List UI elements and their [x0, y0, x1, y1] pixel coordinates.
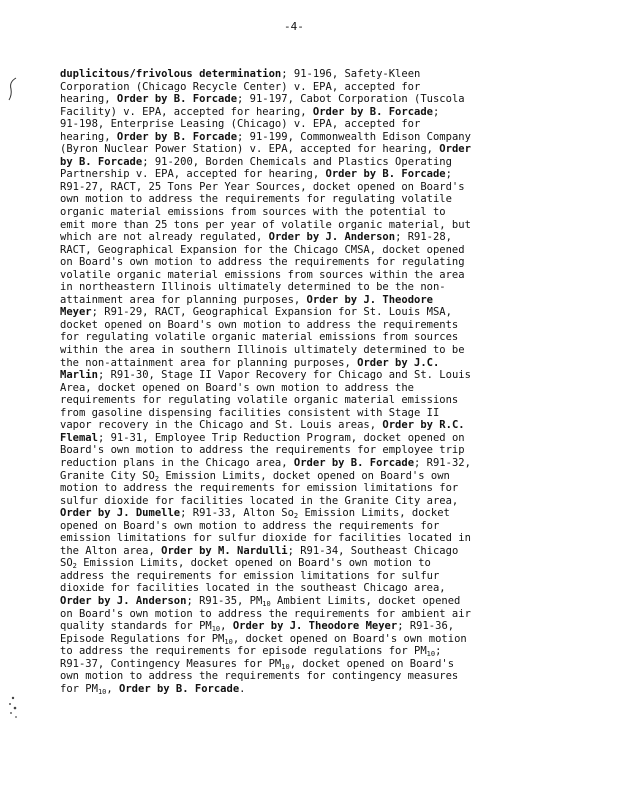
text-segment: quality standards for PM	[60, 620, 212, 633]
text-segment: 91-198, Enterprise Leasing (Chicago) v. EPA, accepted for	[60, 118, 421, 131]
text-segment: ; 91-200, Borden Chemicals and Plastics Operating	[142, 155, 452, 168]
text-segment: R91-37, Contingency Measures for PM	[60, 657, 282, 670]
text-line	[60, 181, 580, 194]
order-attribution: Order	[439, 143, 471, 156]
text-segment: Partnership v. EPA, accepted for hearing,	[60, 168, 326, 181]
subscript: 2	[293, 512, 299, 521]
text-line	[60, 432, 580, 445]
order-attribution: Order by J. Theodore Meyer	[232, 620, 398, 633]
text-segment: requirements for regulating volatile organic material emissions	[60, 394, 459, 407]
text-line	[60, 633, 580, 646]
text-segment: to address the requirements for episode regulations for PM	[60, 645, 427, 658]
text-segment: hearing,	[60, 130, 117, 143]
text-line	[60, 495, 580, 508]
text-segment: the non-attainment area for planning purposes,	[60, 356, 358, 369]
text-line	[60, 407, 580, 420]
text-segment: Corporation (Chicago Recycle Center) v. EPA, accepted for	[60, 80, 421, 93]
text-segment: ,	[220, 620, 233, 633]
subscript: 10	[262, 599, 271, 608]
text-line	[60, 645, 580, 658]
text-line	[60, 394, 580, 407]
text-segment: on Board's own motion to address the requirements for ambient air	[60, 607, 471, 620]
text-segment: ; R91-30, Stage II Vapor Recovery for Chicago and St. Louis	[97, 369, 471, 382]
order-attribution: Order by B. Forcade	[325, 168, 446, 181]
page-number: -4-	[284, 20, 304, 33]
text-segment: in northeastern Illinois ultimately determined to be the non-	[60, 281, 446, 294]
text-line	[60, 444, 580, 457]
text-segment: ; 91-197, Cabot Corporation (Tuscola	[237, 93, 465, 106]
text-line	[60, 582, 580, 595]
subscript: 10	[97, 687, 107, 696]
text-line	[60, 658, 580, 671]
text-segment: on Board's own motion to address the requirements for regulating	[60, 256, 465, 269]
text-line	[60, 193, 580, 206]
text-segment: the Alton area,	[60, 544, 162, 557]
text-segment: , docket opened on Board's own motion	[232, 632, 467, 645]
order-attribution: Order by B. Forcade	[119, 682, 240, 695]
text-segment: opened on Board's own motion to address the requirements for	[60, 519, 440, 532]
text-line	[60, 620, 580, 633]
text-line	[60, 683, 580, 696]
text-line	[60, 520, 580, 533]
order-attribution: by B. Forcade	[60, 155, 143, 168]
text-line	[60, 306, 580, 319]
document-body	[60, 68, 580, 695]
text-segment: Episode Regulations for PM	[60, 632, 225, 645]
text-line	[60, 545, 580, 558]
text-line	[60, 344, 580, 357]
text-line	[60, 507, 580, 520]
text-segment: emit more than 25 tons per year of volatile organic material, but	[60, 218, 471, 231]
text-segment: hearing,	[60, 93, 117, 106]
text-segment: docket opened on Board's own motion to address the requirements	[60, 318, 459, 331]
text-segment: sulfur dioxide for facilities located in the Granite City area,	[60, 494, 459, 507]
subscript: 10	[224, 637, 233, 646]
order-attribution: Order by J. Theodore	[306, 293, 433, 306]
order-attribution: duplicitous/frivolous determination	[60, 68, 282, 80]
text-line	[60, 219, 580, 232]
text-segment: volatile organic material emissions from sources within the area	[60, 268, 465, 281]
text-segment: which are not already regulated,	[60, 231, 269, 244]
order-attribution: Order by R.C.	[382, 419, 465, 432]
text-line	[60, 369, 580, 382]
text-line	[60, 419, 580, 432]
order-attribution: Order by J.C.	[357, 356, 440, 369]
text-segment: ; R91-33, Alton So	[180, 507, 294, 520]
text-segment: emission limitations for sulfur dioxide for facilities located in	[60, 532, 471, 545]
text-line	[60, 319, 580, 332]
text-line	[60, 557, 580, 570]
text-segment: Emission Limits, docket opened on Board's own motion to	[76, 557, 431, 570]
order-attribution: Order by B. Forcade	[312, 105, 433, 118]
order-attribution: Meyer	[60, 306, 92, 319]
order-attribution: Order by B. Forcade	[116, 93, 238, 106]
subscript: 2	[72, 562, 77, 571]
text-segment: from gasoline dispensing facilities consistent with Stage II	[60, 406, 440, 419]
text-line	[60, 93, 580, 106]
text-segment: ; R91-29, RACT, Geographical Expansion for St. Louis MSA,	[91, 306, 452, 319]
text-line	[60, 570, 580, 583]
text-segment: ;	[445, 168, 452, 181]
subscript: 10	[426, 650, 436, 659]
text-line	[60, 206, 580, 219]
text-segment: own motion to address the requirements for contingency measures	[60, 670, 459, 683]
text-line	[60, 608, 580, 621]
text-segment: attainment area for planning purposes,	[60, 293, 307, 306]
text-segment: Granite City SO	[60, 469, 155, 482]
text-segment: Emission Limits, docket	[298, 507, 450, 520]
order-attribution: Order by J. Dumelle	[60, 507, 181, 520]
order-attribution: Flemal	[60, 431, 98, 444]
text-segment: ; R91-36,	[397, 620, 455, 633]
text-line	[60, 143, 580, 156]
text-line	[60, 168, 580, 181]
text-line	[60, 595, 580, 608]
text-segment: Facility) v. EPA, accepted for hearing,	[60, 105, 313, 118]
text-segment: ,	[106, 682, 120, 695]
text-segment: SO	[60, 557, 73, 570]
text-segment: , docket opened on Board's	[289, 657, 455, 670]
text-segment: dioxide for facilities located in the southeast Chicago area,	[60, 582, 446, 595]
text-segment: own motion to address the requirements for regulating volatile	[60, 193, 452, 206]
order-attribution: Order by B. Forcade	[116, 130, 238, 143]
text-segment: ;	[435, 645, 442, 658]
text-line	[60, 470, 580, 483]
text-segment: within the area in southern Illinois ultimately determined to be	[60, 344, 465, 357]
text-line	[60, 269, 580, 282]
text-segment: reduction plans in the Chicago area,	[60, 456, 294, 469]
text-line	[60, 231, 580, 244]
text-line	[60, 294, 580, 307]
order-attribution: Order by J. Anderson	[60, 594, 187, 607]
text-segment: .	[239, 682, 246, 695]
text-segment: ;	[432, 105, 440, 118]
text-line	[60, 256, 580, 269]
text-segment: ; R91-32,	[414, 456, 471, 469]
text-line	[60, 482, 580, 495]
order-attribution: Marlin	[60, 369, 98, 382]
text-line	[60, 281, 580, 294]
subscript: 10	[211, 625, 221, 634]
text-line	[60, 131, 580, 144]
scan-speckle	[4, 690, 22, 724]
text-segment: ; R91-28,	[395, 231, 452, 244]
subscript: 10	[281, 662, 290, 671]
text-line	[60, 68, 580, 81]
text-segment: Area, docket opened on Board's own motion to address the	[60, 381, 415, 394]
text-segment: motion to address the requirements for emission limitations for	[60, 482, 459, 495]
text-line	[60, 532, 580, 545]
text-line	[60, 244, 580, 257]
order-attribution: Order by M. Nardulli	[161, 544, 288, 557]
text-line	[60, 81, 580, 94]
text-segment: ; R91-35, PM	[186, 594, 263, 607]
text-line	[60, 331, 580, 344]
binding-mark	[6, 76, 20, 102]
text-line	[60, 670, 580, 683]
text-segment: R91-27, RACT, 25 Tons Per Year Sources, docket opened on Board's	[60, 180, 465, 193]
text-segment: RACT, Geographical Expansion for the Chicago CMSA, docket opened	[60, 243, 465, 256]
text-line	[60, 382, 580, 395]
text-segment: for PM	[60, 682, 98, 695]
subscript: 2	[154, 474, 160, 483]
order-attribution: Order by B. Forcade	[293, 456, 415, 469]
order-attribution: Order by J. Anderson	[268, 231, 396, 244]
text-segment: Ambient Limits, docket opened	[270, 594, 461, 607]
text-line	[60, 118, 580, 131]
text-line	[60, 106, 580, 119]
text-segment: ; 91-199, Commonwealth Edison Company	[237, 130, 471, 143]
text-line	[60, 357, 580, 370]
text-segment: vapor recovery in the Chicago and St. Louis areas,	[60, 419, 383, 432]
text-segment: address the requirements for emission limitations for sulfur	[60, 569, 440, 582]
text-segment: ; 91-31, Employee Trip Reduction Program, docket opened on	[97, 431, 465, 444]
text-segment: ; 91-196, Safety-Kleen	[281, 68, 421, 80]
text-line	[60, 457, 580, 470]
text-line	[60, 156, 580, 169]
text-segment: ; R91-34, Southeast Chicago	[287, 544, 459, 557]
text-segment: Board's own motion to address the requirements for employee trip	[60, 444, 465, 457]
text-segment: Emission Limits, docket opened on Board's own	[159, 469, 450, 482]
text-segment: (Byron Nuclear Power Station) v. EPA, accepted for hearing,	[60, 143, 440, 156]
text-segment: for regulating volatile organic material emissions from sources	[60, 331, 459, 344]
text-segment: organic material emissions from sources with the potential to	[60, 206, 446, 219]
